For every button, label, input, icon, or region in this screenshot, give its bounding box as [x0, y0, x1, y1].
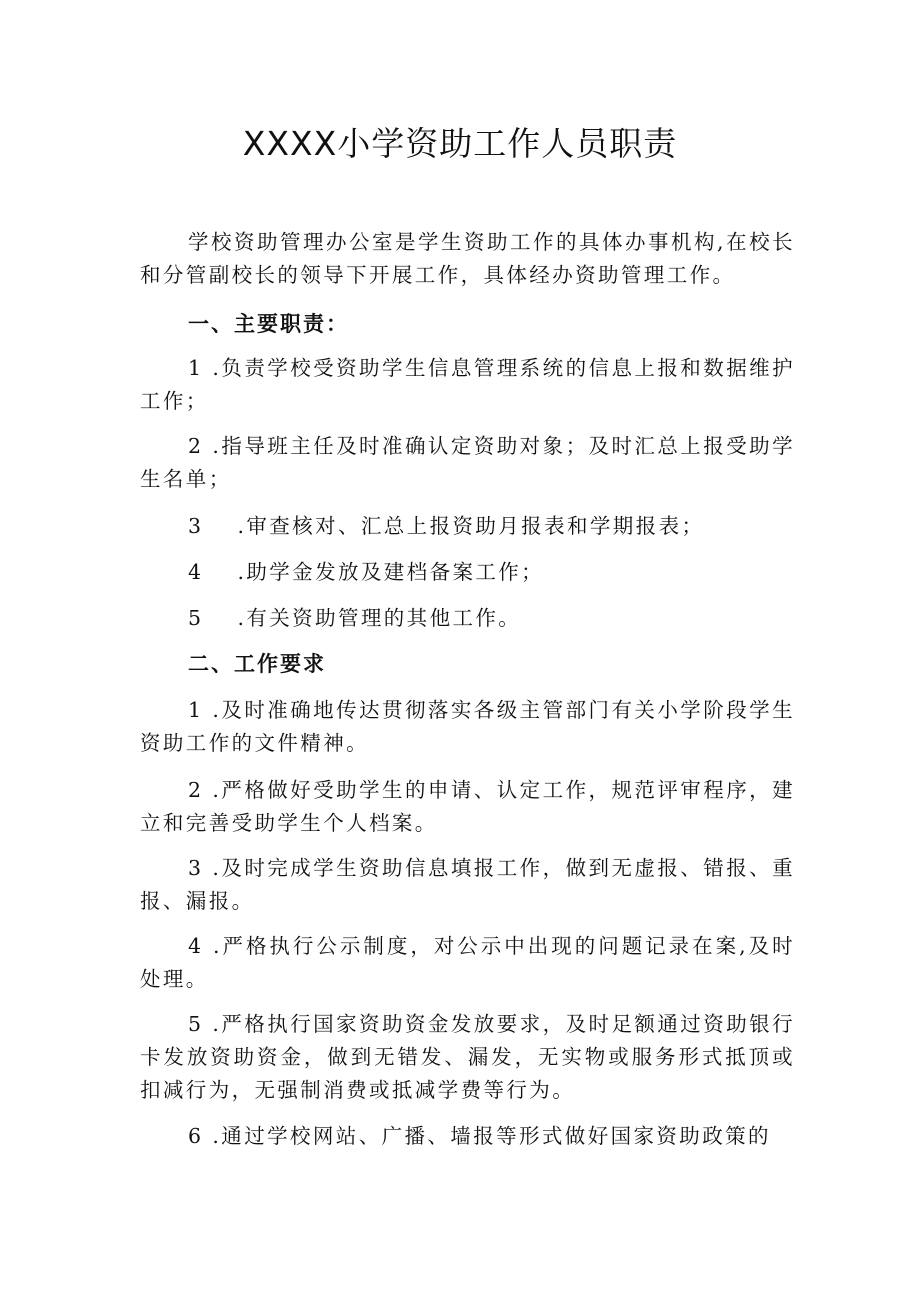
item-number: 3 — [188, 856, 204, 880]
item-number: 5 — [188, 606, 204, 630]
item-number: 5 — [188, 1012, 204, 1036]
item-number: 4 — [188, 560, 204, 584]
item-number: 1 — [188, 356, 204, 380]
requirement-item-6 — [140, 1120, 795, 1153]
item-text: .审查核对、汇总上报资助月报表和学期报表； — [237, 514, 705, 538]
requirement-item-2 — [140, 774, 795, 840]
item-number: 3 — [188, 514, 204, 538]
item-number: 4 — [188, 934, 204, 958]
item-text: .助学金发放及建档备案工作； — [237, 560, 545, 584]
item-number: 1 — [188, 698, 204, 722]
duty-item-1 — [140, 352, 795, 418]
duty-item-5 — [140, 602, 795, 635]
requirement-item-5 — [140, 1008, 795, 1107]
item-text: .及时准确地传达贯彻落实各级主管部门有关小学阶段学生资助工作的文件精神。 — [140, 698, 795, 755]
item-text: .有关资助管理的其他工作。 — [237, 606, 522, 630]
duty-item-4 — [140, 556, 795, 589]
duty-item-3 — [140, 510, 795, 543]
item-text: .及时完成学生资助信息填报工作，做到无虚报、错报、重报、漏报。 — [140, 856, 795, 913]
item-text: .通过学校网站、广播、墙报等形式做好国家资助政策的 — [212, 1124, 771, 1148]
requirement-item-3 — [140, 852, 795, 918]
requirement-item-1 — [140, 694, 795, 760]
item-number: 2 — [188, 434, 204, 458]
document-title: XXXX小学资助工作人员职责 — [242, 124, 678, 163]
item-number: 6 — [188, 1124, 204, 1148]
item-text: .严格执行国家资助资金发放要求，及时足额通过资助银行卡发放资助资金，做到无错发、漏发，无实物或服务形式抵顶或扣减行为，无强制消费或抵减学费等行为。 — [140, 1012, 795, 1102]
duty-item-2 — [140, 430, 795, 496]
item-text: .负责学校受资助学生信息管理系统的信息上报和数据维护工作； — [140, 356, 795, 413]
requirement-item-4 — [140, 930, 795, 996]
item-text: .严格执行公示制度，对公示中出现的问题记录在案,及时处理。 — [140, 934, 796, 991]
section-heading-requirements: 二、工作要求 — [188, 652, 326, 676]
section-heading-duties: 一、主要职责： — [188, 312, 349, 336]
item-number: 2 — [188, 778, 204, 802]
item-text: .指导班主任及时准确认定资助对象；及时汇总上报受助学生名单； — [140, 434, 795, 491]
intro-paragraph: 学校资助管理办公室是学生资助工作的具体办事机构,在校长和分管副校长的领导下开展工作，具体经办资助管理工作。 — [140, 230, 795, 287]
item-text: .严格做好受助学生的申请、认定工作，规范评审程序，建立和完善受助学生个人档案。 — [140, 778, 795, 835]
